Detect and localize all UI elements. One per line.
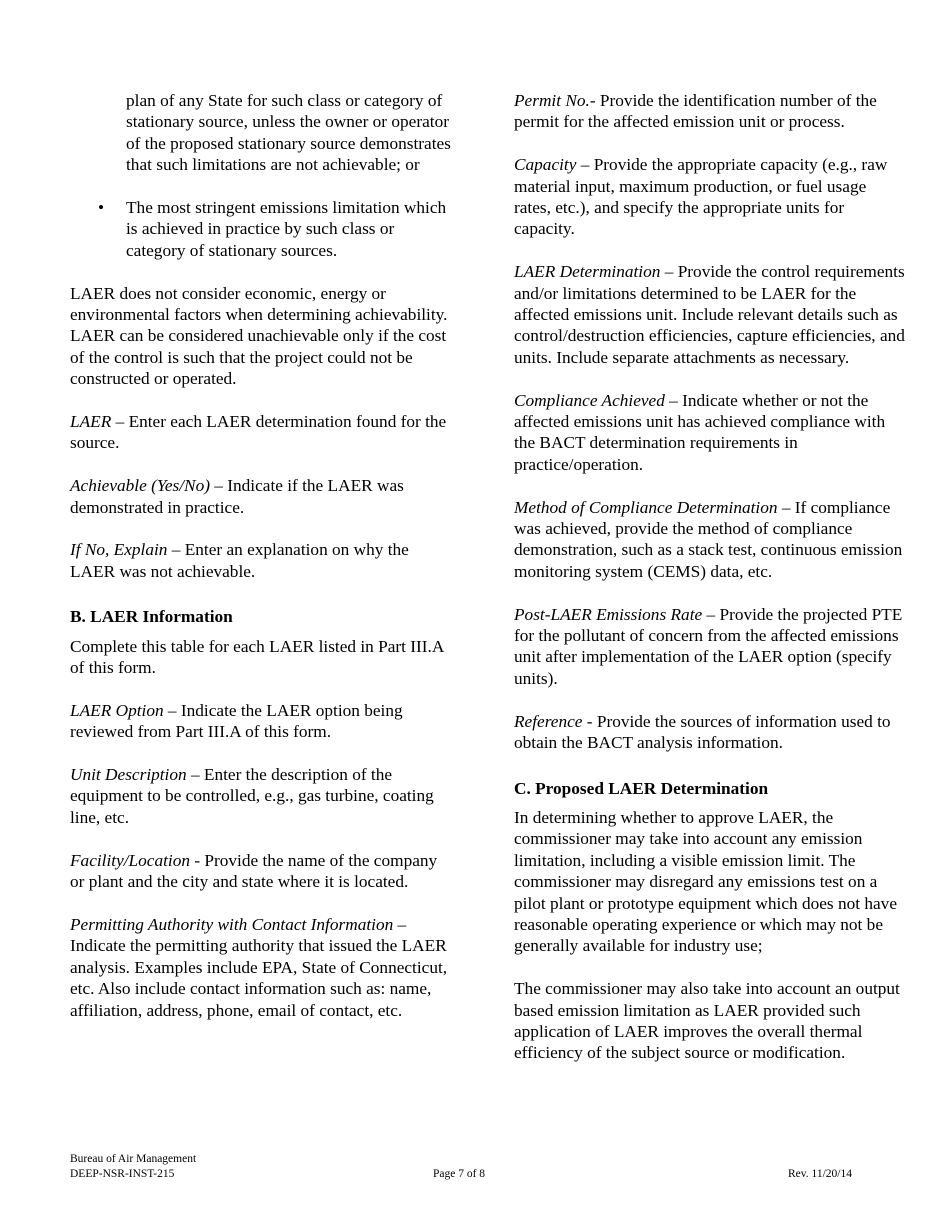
definition-term: Achievable (Yes/No) — [70, 476, 210, 496]
section-b-intro: Complete this table for each LAER listed in Part III.A of this form. — [70, 636, 444, 678]
definition-term: If No, Explain — [70, 540, 168, 560]
definition-term: Facility/Location — [70, 850, 190, 870]
definition-term: LAER — [70, 412, 112, 432]
page-footer — [70, 1152, 870, 1182]
laer-paragraph: LAER does not consider economic, energy or environmental factors when determining achievability. LAER can be considered unachievable only if the cost of the control is such that the project could not be constructed or operated. — [70, 283, 448, 389]
definition-text: Provide the identification number of the permit for the affected emission unit or process. — [514, 91, 877, 132]
definition-term: Permit No. — [514, 91, 590, 110]
definition-term: Capacity — [514, 155, 577, 175]
definition-term: Method of Compliance Determination — [514, 497, 778, 517]
definition: Achievable (Yes/No) – Indicate if the LAER was demonstrated in practice. — [70, 476, 404, 517]
footer-form-id: DEEP-NSR-INST-215 — [70, 1168, 175, 1180]
definition-text: Provide the control requirements and/or limitations determined to be LAER for the affected emissions unit. Include relevant details such as control/destruction efficiencies, capture efficiencies, and units. Include separate attachments as necessary. — [514, 262, 905, 367]
left-column — [70, 90, 455, 1042]
definition-term: Reference — [514, 711, 583, 731]
footer-revision: Rev. 11/20/14 — [788, 1168, 852, 1180]
definition-text: Provide the sources of information used to obtain the BACT analysis information. — [514, 711, 891, 753]
definition-text: Indicate if the LAER was demonstrated in practice. — [70, 476, 404, 517]
definition: LAER – Enter each LAER determination found for the source. — [70, 412, 447, 453]
definition-text: Enter the description of the equipment to be controlled, e.g., gas turbine, coating line, etc. — [70, 765, 434, 827]
bullet-icon: • — [98, 198, 105, 218]
definition-term: Permitting Authority with Contact Information — [70, 914, 394, 934]
definition: Permit No.- Provide the identification number of the permit for the affected emission unit or process. — [514, 91, 877, 132]
definition: Reference - Provide the sources of information used to obtain the BACT analysis information. — [514, 711, 891, 753]
definition: Post-LAER Emissions Rate – Provide the projected PTE for the pollutant of concern from the affected emissions unit after implementation of the LAER option (specify units). — [514, 604, 903, 688]
definition: LAER Determination – Provide the control requirements and/or limitations determined to be LAER for the affected emissions unit. Include relevant details such as control/destruction efficiencies, capture efficiencies, and units. Include separate attachments as necessary. — [514, 262, 905, 367]
definition-text: Indicate the permitting authority that issued the LAER analysis. Examples include EPA, State of Connecticut, etc. Also include contact information such as: name, affiliation, address, phone, email of contact, etc. — [70, 936, 448, 1020]
definition: Permitting Authority with Contact Information – Indicate the permitting authority that issued the LAER analysis. Examples include EPA, State of Connecticut, etc. Also include contact information such as: name, affiliation, address, phone, email of contact, etc. — [70, 914, 448, 1020]
definition: Capacity – Provide the appropriate capacity (e.g., raw material input, maximum production, or fuel usage rates, etc.), and specify the appropriate units for capacity. — [514, 155, 888, 239]
definition-term: Compliance Achieved — [514, 390, 665, 410]
definition-text: Indicate the LAER option being reviewed from Part III.A of this form. — [70, 700, 403, 742]
definition-text: Provide the appropriate capacity (e.g., raw material input, maximum production, or fuel usage rates, etc.), and specify the appropriate units for capacity. — [514, 155, 888, 239]
definition-term: Unit Description — [70, 765, 187, 785]
definition-term: LAER Option — [70, 700, 164, 720]
footer-page-number: Page 7 of 8 — [433, 1168, 486, 1180]
section-c-heading: C. Proposed LAER Determination — [514, 778, 769, 798]
bullet-text: The most stringent emissions limitation which is achieved in practice by such class or category of stationary sources. — [126, 198, 447, 260]
section-b-heading: B. LAER Information — [70, 607, 233, 627]
intro-continuation: plan of any State for such class or category of stationary source, unless the owner or operator of the proposed stationary source demonstrates that such limitations are not achievable; or — [126, 91, 451, 175]
definition-text: Provide the projected PTE for the pollutant of concern from the affected emissions unit after implementation of the LAER option (specify units). — [514, 604, 903, 688]
bullet-item — [98, 197, 455, 261]
footer-bureau: Bureau of Air Management — [70, 1153, 197, 1165]
definition-text: Indicate whether or not the affected emissions unit has achieved compliance with the BACT determination requirements in practice/operation. — [514, 390, 886, 474]
definition-text: Enter each LAER determination found for the source. — [70, 412, 447, 453]
section-c-paragraph-1: In determining whether to approve LAER, the commissioner may take into account any emission limitation, including a visible emission limit. The commissioner may disregard any emissions test on a pilot plant or prototype equipment which does not have reasonable operating experience or which may not be generally available for industry use; — [514, 807, 897, 956]
definition: If No, Explain – Enter an explanation on why the LAER was not achievable. — [70, 540, 409, 581]
definition-term: Post-LAER Emissions Rate — [514, 604, 703, 624]
right-column — [514, 90, 906, 1085]
definition-text: Provide the name of the company or plant and the city and state where it is located. — [70, 850, 438, 892]
definition-term: LAER Determination — [514, 262, 661, 282]
definition: Facility/Location - Provide the name of the company or plant and the city and state where it is located. — [70, 850, 438, 892]
definition-text: If compliance was achieved, provide the method of compliance demonstration, such as a stack test, continuous emission monitoring system (CEMS) data, etc. — [514, 497, 903, 581]
definition: Compliance Achieved – Indicate whether or not the affected emissions unit has achieved compliance with the BACT determination requirements in practice/operation. — [514, 390, 886, 474]
definition: Method of Compliance Determination – If compliance was achieved, provide the method of compliance demonstration, such as a stack test, continuous emission monitoring system (CEMS) data, etc. — [514, 497, 903, 581]
section-c-paragraph-2: The commissioner may also take into account an output based emission limitation as LAER provided such application of LAER improves the overall thermal efficiency of the subject source or modification. — [514, 979, 900, 1063]
definition-text: Enter an explanation on why the LAER was not achievable. — [70, 540, 409, 581]
definition: Unit Description – Enter the description of the equipment to be controlled, e.g., gas turbine, coating line, etc. — [70, 765, 434, 827]
definition: LAER Option – Indicate the LAER option being reviewed from Part III.A of this form. — [70, 700, 403, 742]
